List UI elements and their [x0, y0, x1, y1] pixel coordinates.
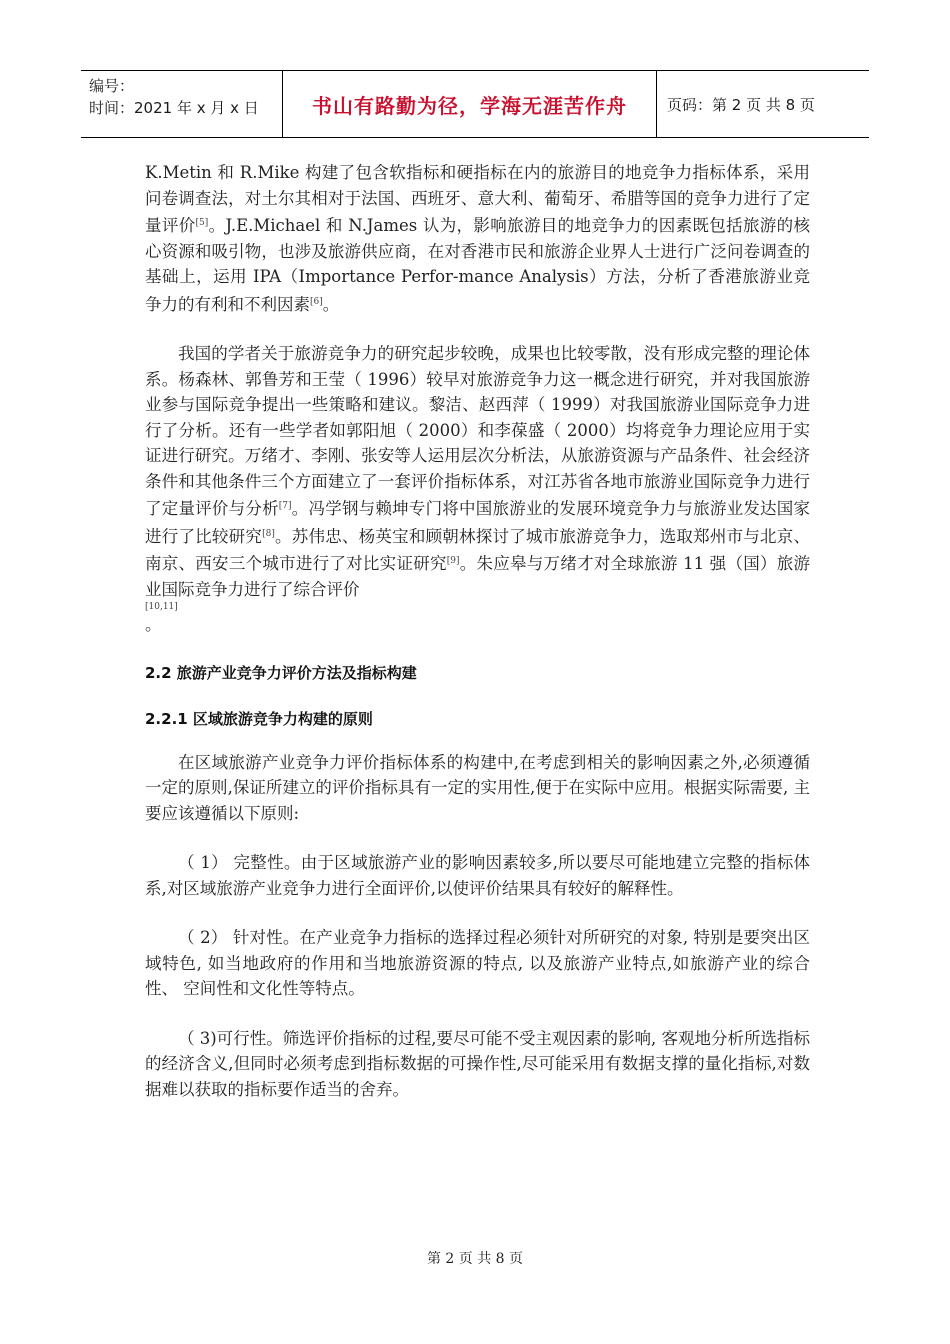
time-label: 时间：2021 年 x 月 x 日 — [89, 99, 259, 117]
citation: [8] — [262, 528, 275, 539]
citation: [6] — [310, 296, 323, 307]
paragraph-4: （ 1） 完整性。由于区域旅游产业的影响因素较多,所以要尽可能地建立完整的指标体系,对区域旅游产业竞争力进行全面评价,以使评价结果具有较好的解释性。 — [145, 853, 810, 898]
para1-text3: 。 — [322, 294, 340, 314]
paragraph-6: （ 3)可行性。筛选评价指标的过程,要尽可能不受主观因素的影响, 客观地分析所选指标的经济含义,但同时必须考虑到指标数据的可操作性,尽可能采用有数据支撑的量化指标,对数据难以获取的指标要作适当的舍弃。 — [145, 1028, 810, 1099]
header-meta — [81, 71, 283, 137]
paragraph-1 — [145, 160, 810, 317]
page-footer: 第 2 页 共 8 页 — [426, 1251, 524, 1267]
paragraph-5: （ 2） 针对性。在产业竞争力指标的选择过程必须针对所研究的对象, 特别是要突出区域特色, 如当地政府的作用和当地旅游资源的特点, 以及旅游产业特点,如旅游产业的综合性、 空间性和文化性等特点。 — [145, 928, 810, 998]
para2-text2: 。冯学钢与赖坤专门将中国旅游业的发展环境竞争力与旅游业发达国家进行了比较研究 — [145, 499, 811, 546]
para2-text3: 。苏伟忠、杨英宝和顾朝林探讨了城市旅游竞争力，选取郑州市与北京、南京、西安三个城市进行了对比实证研究 — [145, 526, 811, 573]
citation: [7] — [278, 501, 292, 511]
para2-end: 。 — [145, 615, 162, 634]
citation: [10,11] — [145, 602, 178, 612]
citation: [9] — [446, 556, 460, 566]
page-header — [81, 70, 869, 138]
subsection-heading: 2.2.1 区域旅游竞争力构建的原则 — [145, 709, 373, 728]
header-motto: 书山有路勤为径，学海无涯苦作舟 — [283, 71, 657, 137]
paragraph-2 — [145, 341, 810, 602]
header-page-label: 页码：第 2 页 共 8 页 — [667, 95, 815, 114]
para1-text: K.Metin 和 R.Mike 构建了包含软指标和硬指标在内的旅游目的地竞争力指标体系，采用问卷调查法，对土尔其相对于法国、西班牙、意大利、葡萄牙、希腊等国的竞争力进行了定量评价 — [145, 163, 810, 235]
para1-text2: 。J.E.Michael 和 N.James 认为，影响旅游目的地竞争力的因素既包括旅游的核心资源和吸引物，也涉及旅游供应商，在对香港市民和旅游企业界人士进行广泛问卷调查的基础上，运用 IPA（Importance Perfor-mance Analysis）方法，分析了香港旅游业竞争力的有利和不利因素 — [145, 216, 810, 314]
para2-text: 我国的学者关于旅游竞争力的研究起步较晚，成果也比较零散，没有形成完整的理论体系。杨森林、郭鲁芳和王莹（ 1996）较早对旅游竞争力这一概念进行研究，并对我国旅游业参与国际竞争提出一些策略和建议。黎洁、赵西萍（ 1999）对我国旅游业国际竞争力进行了分析。还有一些学者如郭阳旭（ 2000）和李葆盛（ 2000）均将竞争力理论应用于实证进行研究。万绪才、李刚、张安等人运用层次分析法，从旅游资源与产品条件、社会经济条件和其他条件三个方面建立了一套评价指标体系，对江苏省各地市旅游业国际竞争力进行了定量评价与分析 — [145, 344, 810, 518]
paragraph-3: 在区域旅游产业竞争力评价指标体系的构建中,在考虑到相关的影响因素之外,必须遵循一定的原则,保证所建立的评价指标具有一定的实用性,便于在实际中应用。根据实际需要, 主要应该遵循以下原则: — [145, 752, 810, 823]
document-body — [145, 160, 810, 1102]
section-heading: 2.2 旅游产业竞争力评价方法及指标构建 — [145, 663, 417, 682]
para2-text4: 。朱应皋与万绪才对全球旅游 11 强（国）旅游业国际竞争力进行了综合评价 — [145, 554, 810, 599]
citation: [5] — [195, 218, 209, 228]
code-label: 编号： — [89, 77, 135, 95]
